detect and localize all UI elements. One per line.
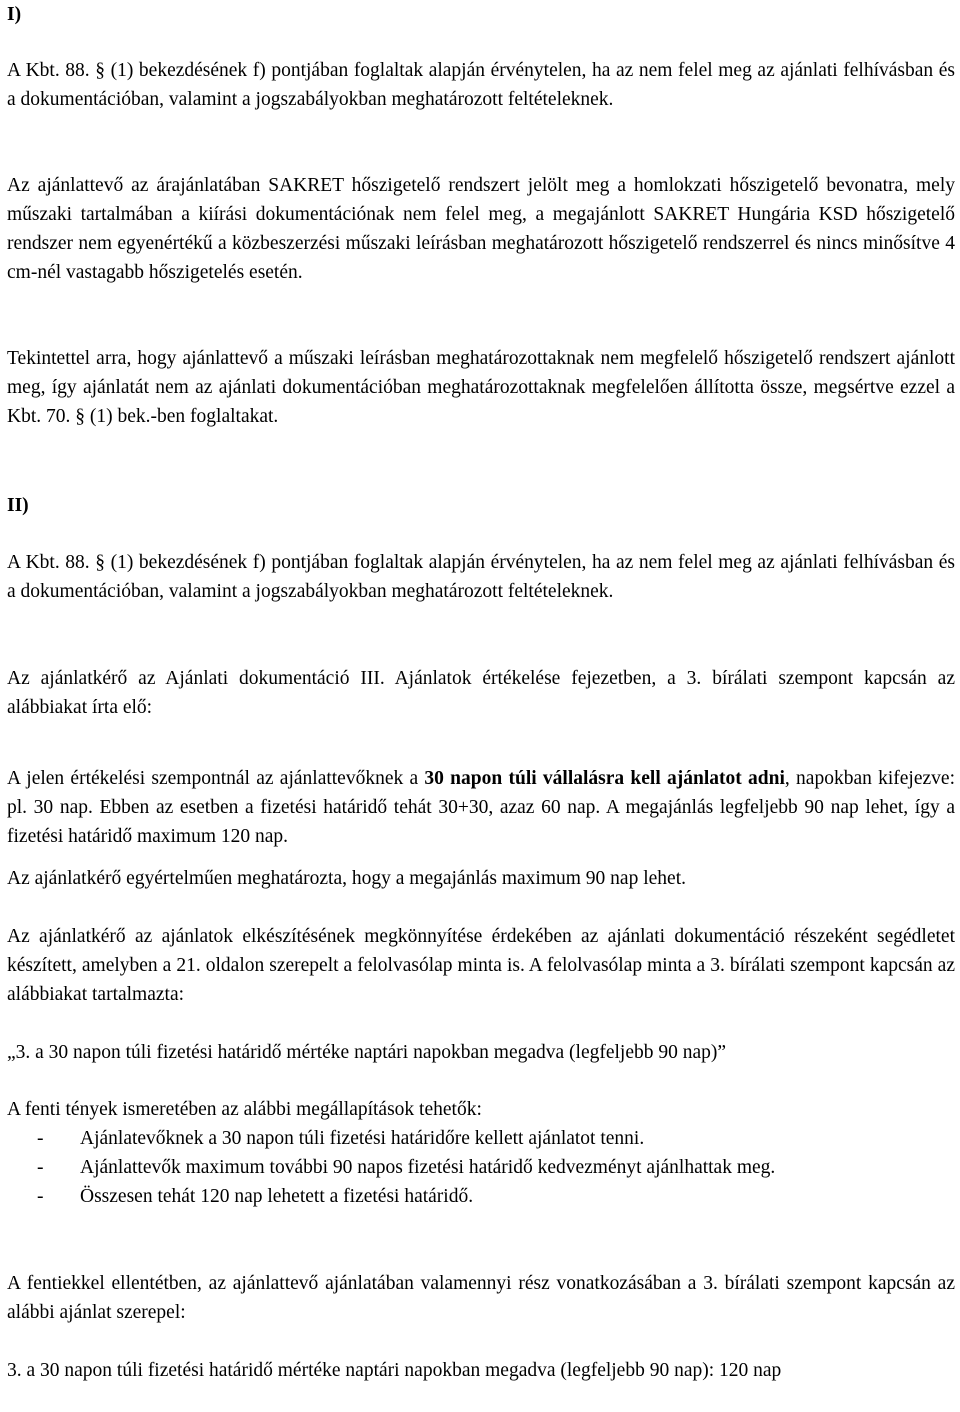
findings-list: [7, 1124, 955, 1211]
section-2-paragraph-3: [7, 764, 955, 851]
list-dash: -: [37, 1157, 44, 1178]
section-2-paragraph-4: Az ajánlatkérő egyértelműen meghatározta, hogy a megajánlás maximum 90 nap lehet.: [7, 868, 686, 889]
section-2-paragraph-1: A Kbt. 88. § (1) bekezdésének f) pontjában foglaltak alapján érvénytelen, ha az nem felel meg az ajánlati felhívásban és a dokumentációban, valamint a jogszabályokban meghatározott feltételeknek.: [7, 552, 955, 602]
paragraph-3-text-start: A jelen értékelési szempontnál az ajánlattevőknek a: [7, 768, 425, 789]
quoted-form-line: „3. a 30 napon túli fizetési határidő mértéke naptári napokban megadva (legfeljebb 90 nap)”: [7, 1042, 727, 1063]
list-item-text: Ajánlatevőknek a 30 napon túli fizetési határidőre kellett ajánlatot tenni.: [80, 1128, 645, 1149]
list-dash: -: [37, 1128, 44, 1149]
paragraph-3-bold-text: 30 napon túli vállalásra kell ajánlatot adni: [424, 768, 785, 789]
list-item: [7, 1153, 955, 1182]
list-item: [7, 1124, 955, 1153]
section-2-paragraph-5: Az ajánlatkérő az ajánlatok elkészítésének megkönnyítése érdekében az ajánlati dokumentáció részeként segédletet készített, amelyben a 21. oldalon szerepelt a felolvasólap minta is. A felolvasólap minta a 3. bírálati szempont kapcsán az alábbiakat tartalmazta:: [7, 926, 955, 1005]
section-1-paragraph-1: A Kbt. 88. § (1) bekezdésének f) pontjában foglaltak alapján érvénytelen, ha az nem felel meg az ajánlati felhívásban és a dokumentációban, valamint a jogszabályokban meghatározott feltételeknek.: [7, 60, 955, 110]
section-1-heading: I): [7, 4, 22, 25]
section-2-paragraph-8: 3. a 30 napon túli fizetési határidő mértéke naptári napokban megadva (legfeljebb 90 nap): 120 nap: [7, 1360, 782, 1381]
section-2-paragraph-2: Az ajánlatkérő az Ajánlati dokumentáció III. Ajánlatok értékelése fejezetben, a 3. bírálati szempont kapcsán az alábbiakat írta elő:: [7, 668, 955, 718]
list-item-text: Ajánlattevők maximum további 90 napos fizetési határidő kedvezményt ajánlhattak meg.: [80, 1157, 776, 1178]
section-1-paragraph-3: Tekintettel arra, hogy ajánlattevő a műszaki leírásban meghatározottaknak nem megfelelő hőszigetelő rendszert ajánlott meg, így ajánlatát nem az ajánlati dokumentációban meghatározottaknak megfelelően állította össze, megsértve ezzel a Kbt. 70. § (1) bek.-ben foglaltakat.: [7, 348, 955, 427]
section-1-paragraph-2: Az ajánlattevő az árajánlatában SAKRET hőszigetelő rendszert jelölt meg a homlokzati hőszigetelő bevonatra, mely műszaki tartalmában a kiírási dokumentációnak nem felel meg, a megajánlott SAKRET Hungária KSD hőszigetelő rendszer nem egyenértékű a közbeszerzési műszaki leírásban meghatározott hőszigetelő rendszerrel és nincs minősítve 4 cm-nél vastagabb hőszigetelés esetén.: [7, 175, 955, 283]
list-item-text: Összesen tehát 120 nap lehetett a fizetési határidő.: [80, 1186, 474, 1207]
section-2-heading: II): [7, 495, 29, 516]
list-dash: -: [37, 1186, 44, 1207]
list-item: [7, 1182, 955, 1211]
paragraph-3-text-end: , napokban kifejezve: pl. 30 nap. Ebben az esetben a fizetési határidő tehát 30+30, azaz 60 nap. A megajánlás legfeljebb 90 nap lehet, így a fizetési határidő maximum 120 nap.: [7, 768, 955, 847]
section-2-paragraph-7: A fentiekkel ellentétben, az ajánlattevő ajánlatában valamennyi rész vonatkozásában a 3. bírálati szempont kapcsán az alábbi ajánlat szerepel:: [7, 1273, 955, 1323]
section-2-paragraph-6: A fenti tények ismeretében az alábbi megállapítások tehetők:: [7, 1099, 482, 1120]
